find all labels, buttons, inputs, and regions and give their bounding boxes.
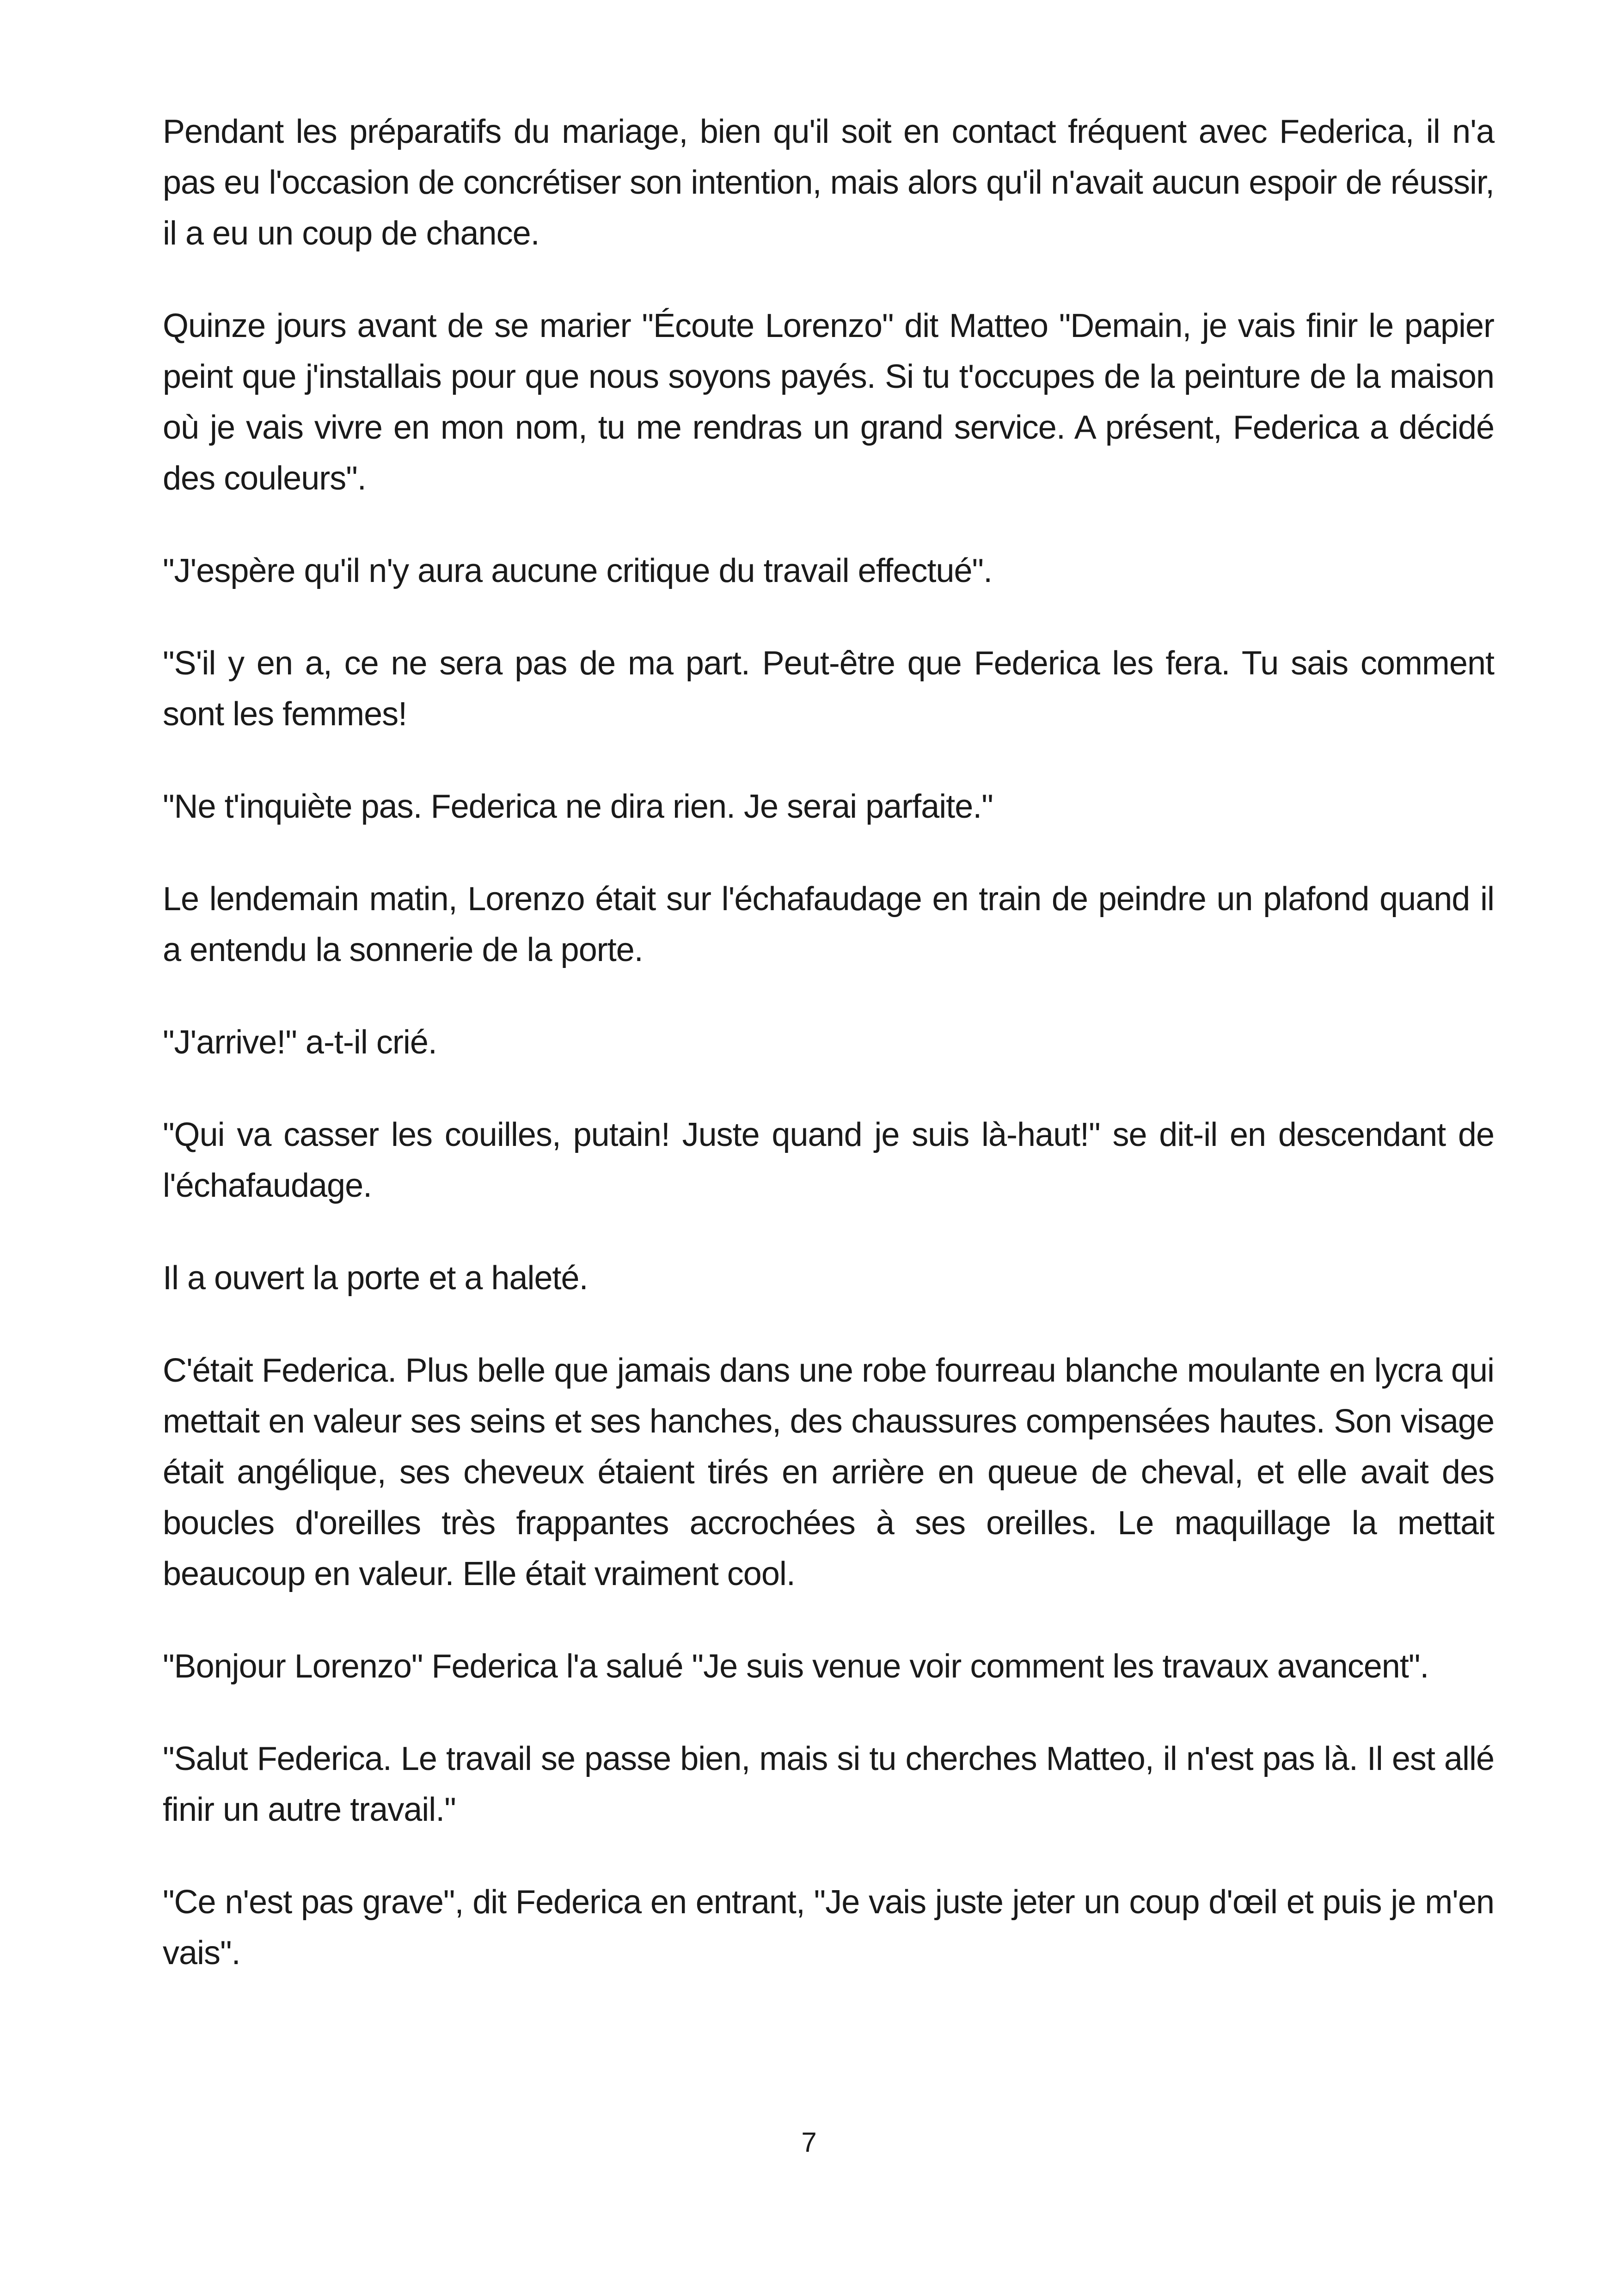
paragraph: Il a ouvert la porte et a haleté. — [163, 1260, 588, 1297]
paragraph: "Ce n'est pas grave", dit Federica en entrant, "Je vais juste jeter un coup d'œil et puis je m'en vais". — [163, 1884, 1494, 1971]
paragraph: Pendant les préparatifs du mariage, bien qu'il soit en contact fréquent avec Federica, il n'a pas eu l'occasion de concrétiser son intention, mais alors qu'il n'avait aucun espoir de réussir, il a eu un coup de chance. — [163, 113, 1494, 252]
paragraph: "Ne t'inquiète pas. Federica ne dira rien. Je serai parfaite." — [163, 788, 993, 825]
paragraph: "Salut Federica. Le travail se passe bien, mais si tu cherches Matteo, il n'est pas là. Il est allé finir un autre travail." — [163, 1740, 1494, 1828]
paragraph: C'était Federica. Plus belle que jamais dans une robe fourreau blanche moulante en lycra qui mettait en valeur ses seins et ses hanches, des chaussures compensées hautes. Son visage était angélique, ses cheveux étaient tirés en arrière en queue de cheval, et elle avait des boucles d'oreilles très frappantes accrochées à ses oreilles. Le maquillage la mettait beaucoup en valeur. Elle était vraiment cool. — [163, 1352, 1494, 1592]
paragraph: "J'espère qu'il n'y aura aucune critique du travail effectué". — [163, 552, 993, 589]
paragraph: Quinze jours avant de se marier "Écoute Lorenzo" dit Matteo "Demain, je vais finir le papier peint que j'installais pour que nous soyons payés. Si tu t'occupes de la peinture de la maison où je vais vivre en mon nom, tu me rendras un grand service. A présent, Federica a décidé des couleurs". — [163, 307, 1494, 497]
paragraph: "S'il y en a, ce ne sera pas de ma part. Peut-être que Federica les fera. Tu sais comment sont les femmes! — [163, 645, 1494, 733]
paragraph: "Bonjour Lorenzo" Federica l'a salué "Je suis venue voir comment les travaux avancent". — [163, 1648, 1429, 1685]
paragraph: "Qui va casser les couilles, putain! Juste quand je suis là-haut!" se dit-il en descendant de l'échafaudage. — [163, 1116, 1494, 1204]
body-text — [163, 106, 1494, 1978]
page-number: 7 — [801, 2127, 817, 2158]
paragraph: "J'arrive!" a-t-il crié. — [163, 1024, 437, 1061]
paragraph: Le lendemain matin, Lorenzo était sur l'échafaudage en train de peindre un plafond quand il a entendu la sonnerie de la porte. — [163, 881, 1494, 968]
